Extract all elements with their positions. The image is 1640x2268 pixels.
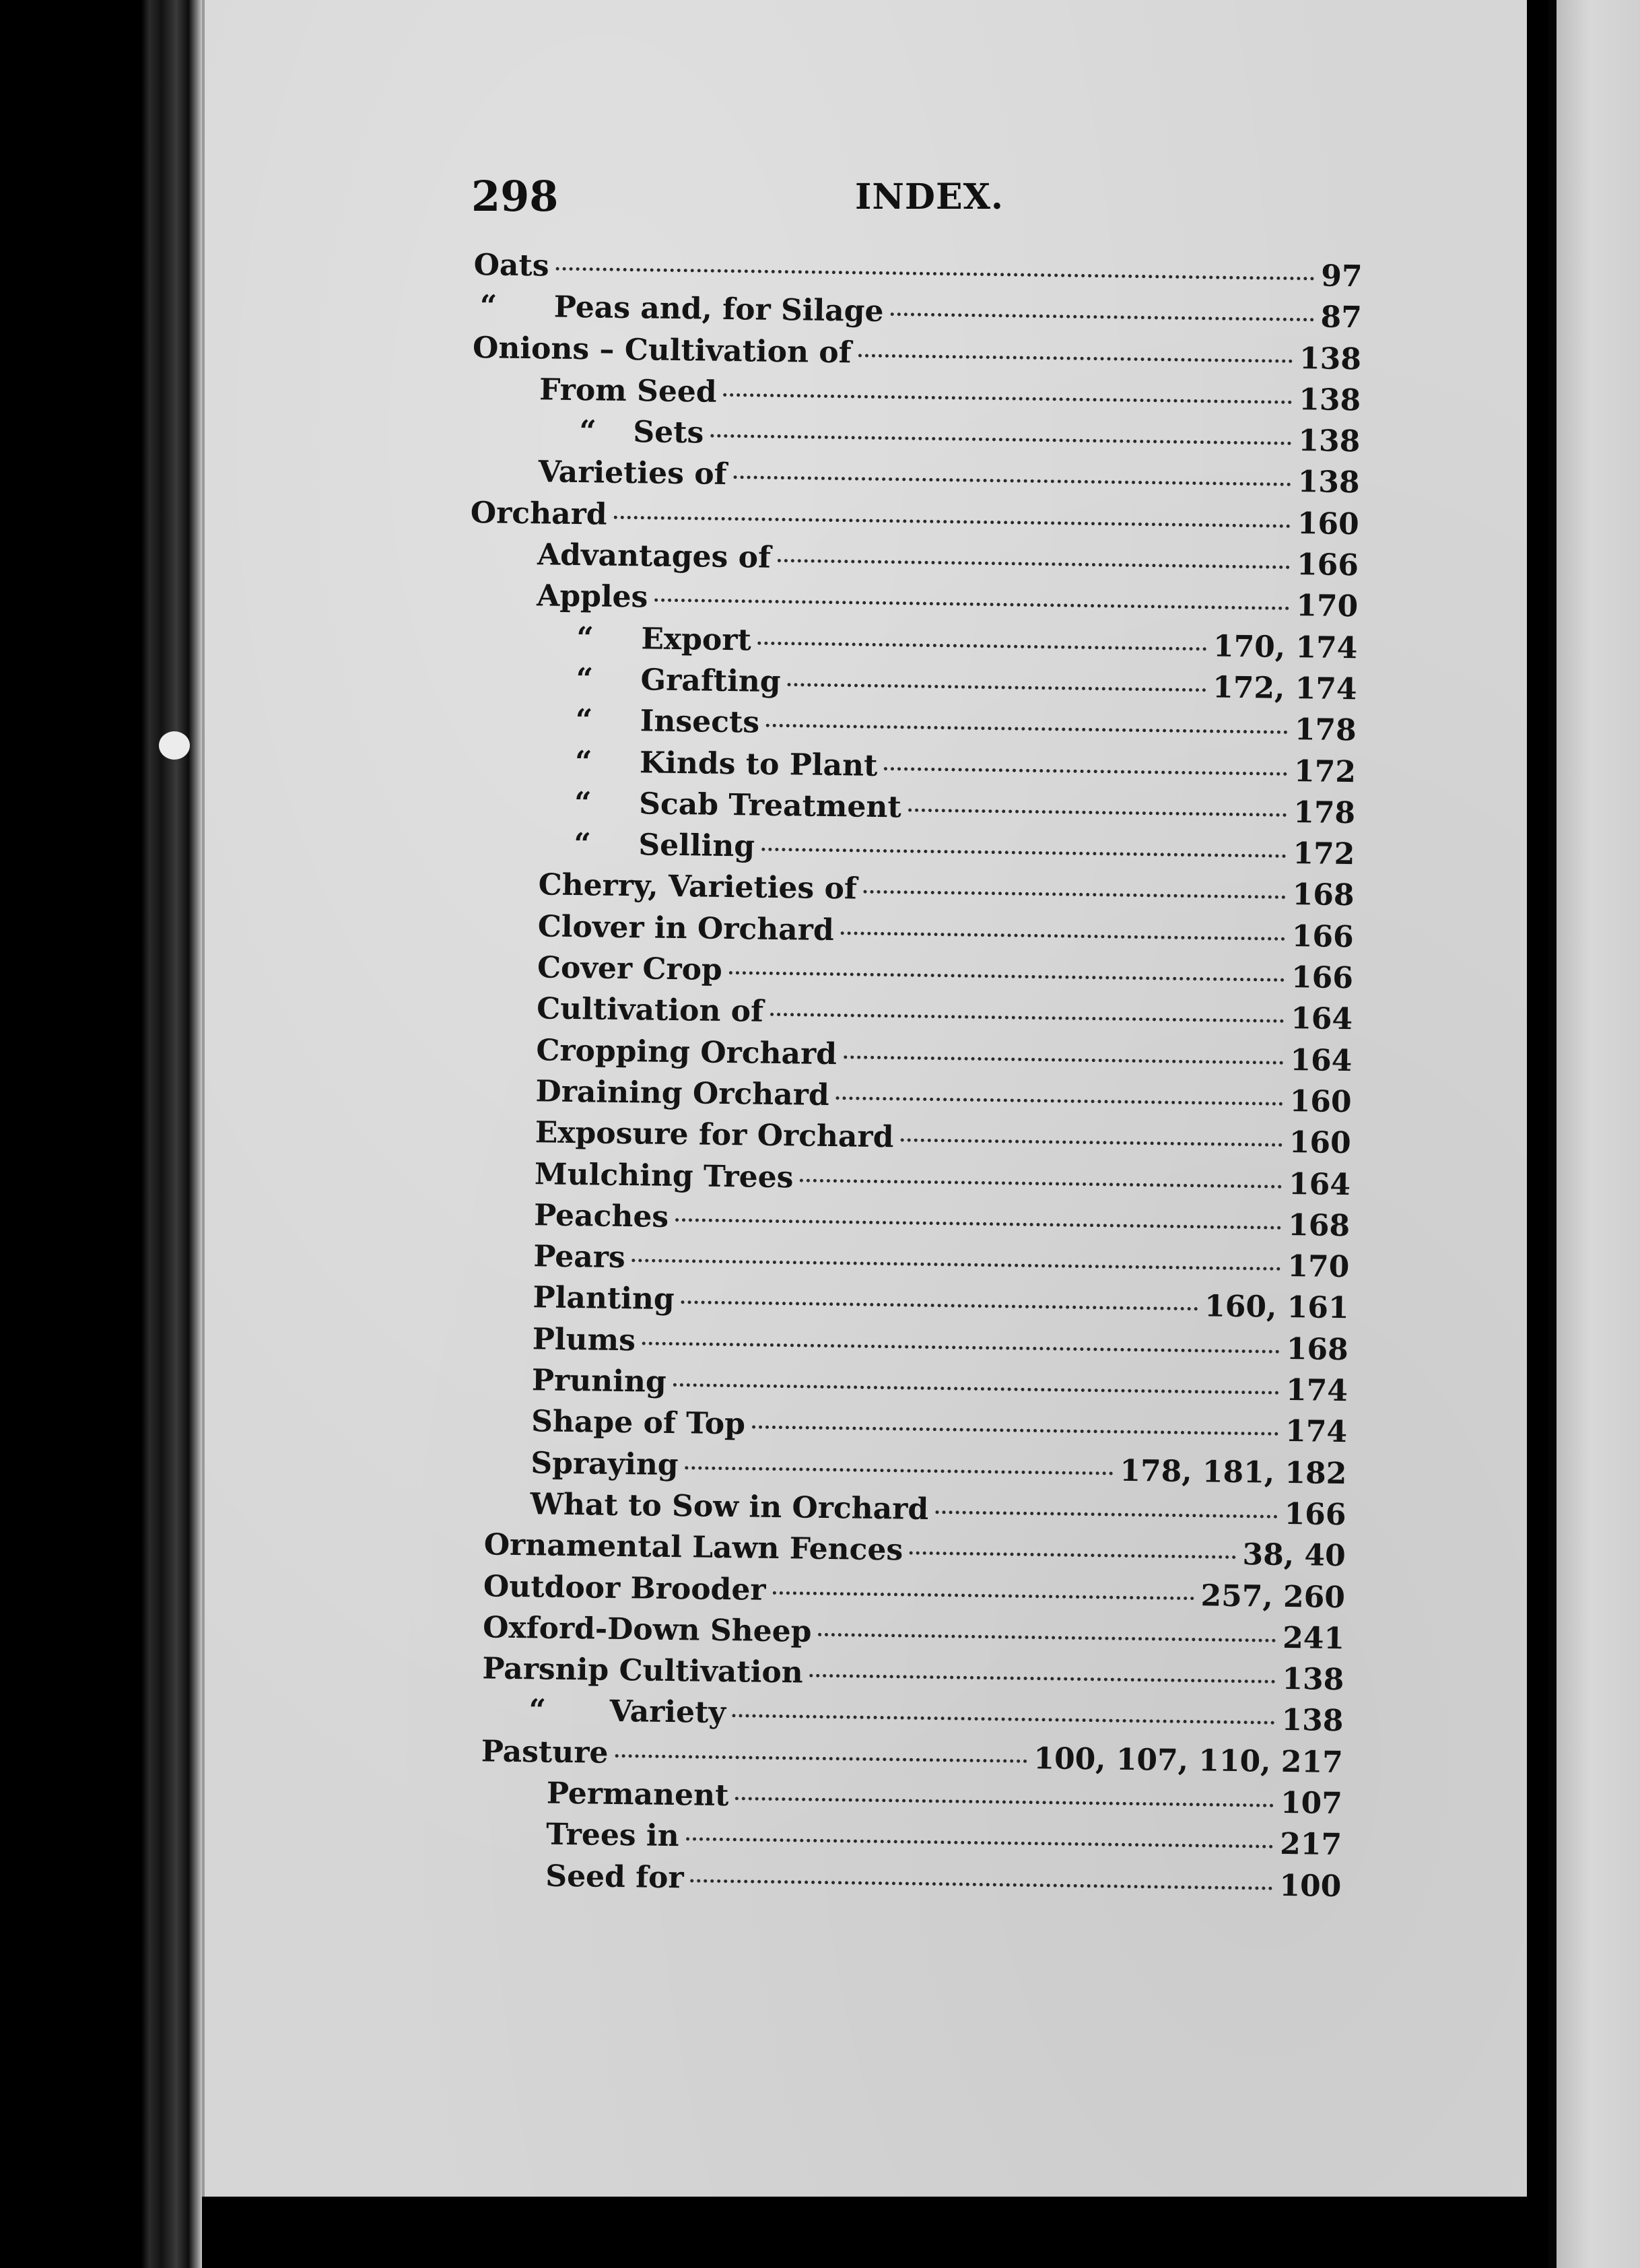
entry-term: Pears xyxy=(533,1239,626,1275)
entry-term: Varieties of xyxy=(538,455,727,492)
entry-pages: 168 xyxy=(1286,1331,1349,1367)
dot-leader xyxy=(800,1178,1282,1188)
dot-leader xyxy=(836,1096,1283,1106)
dot-leader xyxy=(770,1013,1284,1023)
entry-term: Clover in Orchard xyxy=(537,909,835,947)
dot-leader xyxy=(729,971,1285,982)
ditto-mark: “ xyxy=(574,827,592,862)
dot-leader xyxy=(818,1633,1276,1642)
facing-page-edge xyxy=(1557,0,1640,2268)
dot-leader xyxy=(615,1754,1027,1763)
entry-pages: 172 xyxy=(1293,754,1357,789)
dot-leader xyxy=(710,434,1291,445)
dot-leader xyxy=(735,1797,1274,1807)
entry-term: Shape of Top xyxy=(531,1404,746,1442)
dot-leader xyxy=(642,1341,1280,1353)
entry-term: Parsnip Cultivation xyxy=(482,1651,804,1690)
entry-term: Seed for xyxy=(545,1859,684,1895)
entry-term: What to Sow in Orchard xyxy=(530,1487,929,1527)
running-head: INDEX. xyxy=(855,176,1004,218)
entry-pages: 138 xyxy=(1282,1661,1344,1698)
entry-pages: 178, 181, 182 xyxy=(1120,1453,1347,1491)
entry-term: Draining Orchard xyxy=(535,1074,830,1112)
entry-term: Peaches xyxy=(533,1198,669,1234)
entry-term: Peas and, for Silage xyxy=(553,290,884,329)
dot-leader xyxy=(632,1259,1281,1271)
entry-term: Onions – Cultivation of xyxy=(472,330,852,370)
entry-term: Trees in xyxy=(545,1817,679,1854)
ditto-mark: “ xyxy=(479,289,498,324)
dot-leader xyxy=(772,1591,1194,1599)
entry-term: Apples xyxy=(536,578,648,615)
dot-leader xyxy=(556,267,1315,281)
entry-term: Cultivation of xyxy=(536,991,764,1030)
entry-pages: 164 xyxy=(1290,1001,1353,1037)
dot-leader xyxy=(761,848,1286,858)
entry-term: Pasture xyxy=(481,1734,609,1770)
entry-term: Planting xyxy=(533,1280,675,1317)
entry-pages: 178 xyxy=(1293,795,1356,831)
entry-pages: 97 xyxy=(1320,259,1363,294)
entry-pages: 172, 174 xyxy=(1212,670,1357,707)
dot-leader xyxy=(686,1838,1274,1848)
entry-term: Mulching Trees xyxy=(534,1156,794,1195)
entry-pages: 166 xyxy=(1284,1496,1346,1533)
entry-pages: 257, 260 xyxy=(1200,1578,1346,1615)
entry-term: Export xyxy=(641,621,752,658)
entry-pages: 100 xyxy=(1279,1868,1342,1904)
entry-term: Orchard xyxy=(470,495,607,532)
punch-hole xyxy=(159,731,190,760)
entry-term: Exposure for Orchard xyxy=(535,1115,894,1155)
scan-bottom-edge xyxy=(202,2197,1527,2268)
dot-leader xyxy=(613,516,1290,528)
dot-leader xyxy=(675,1218,1281,1230)
entry-term: Advantages of xyxy=(537,537,772,575)
entry-pages: 170, 174 xyxy=(1212,629,1358,665)
dot-leader xyxy=(900,1139,1282,1147)
dot-leader xyxy=(681,1301,1198,1311)
entry-term: Cover Crop xyxy=(537,950,723,987)
dot-leader xyxy=(733,476,1291,487)
dot-leader xyxy=(810,1674,1276,1683)
entry-term: Kinds to Plant xyxy=(639,745,878,783)
entry-pages: 241 xyxy=(1282,1620,1345,1656)
entry-pages: 160 xyxy=(1297,506,1360,542)
entry-pages: 160, 161 xyxy=(1204,1289,1349,1326)
entry-pages: 100, 107, 110, 217 xyxy=(1033,1741,1344,1780)
entry-term: Grafting xyxy=(640,663,781,699)
entry-pages: 166 xyxy=(1291,919,1355,954)
entry-pages: 160 xyxy=(1289,1083,1352,1120)
dot-leader xyxy=(858,354,1293,362)
index-list xyxy=(452,248,1363,1910)
ditto-mark: “ xyxy=(576,620,594,656)
dot-leader xyxy=(758,641,1206,651)
entry-term: Oats xyxy=(473,248,549,284)
entry-pages: 174 xyxy=(1285,1372,1348,1409)
entry-term: Permanent xyxy=(546,1776,729,1813)
page-number: 298 xyxy=(471,172,559,221)
entry-pages: 160 xyxy=(1289,1125,1352,1161)
ditto-mark: “ xyxy=(574,785,592,821)
entry-term: Oxford-Down Sheep xyxy=(482,1610,812,1649)
entry-term: Cherry, Varieties of xyxy=(538,867,858,906)
dot-leader xyxy=(778,559,1290,569)
entry-term: Insects xyxy=(640,704,760,740)
ditto-mark: “ xyxy=(579,414,597,449)
dot-leader xyxy=(691,1879,1273,1890)
dot-leader xyxy=(935,1510,1278,1519)
entry-term: Selling xyxy=(638,828,755,864)
entry-term: Pruning xyxy=(531,1363,667,1399)
ditto-mark: “ xyxy=(575,703,593,738)
entry-term: Variety xyxy=(609,1694,726,1731)
dot-leader xyxy=(910,1552,1235,1559)
entry-pages: 174 xyxy=(1285,1414,1348,1450)
entry-pages: 138 xyxy=(1298,382,1361,418)
entry-term: Cropping Orchard xyxy=(536,1032,838,1071)
dot-leader xyxy=(841,931,1285,941)
entry-term: Ornamental Lawn Fences xyxy=(483,1527,903,1568)
entry-pages: 138 xyxy=(1281,1703,1344,1739)
ditto-mark: “ xyxy=(574,744,592,779)
entry-term: From Seed xyxy=(539,372,717,409)
entry-pages: 138 xyxy=(1297,465,1360,500)
entry-pages: 107 xyxy=(1280,1785,1343,1822)
entry-term: Plums xyxy=(532,1321,636,1358)
ditto-mark: “ xyxy=(528,1693,547,1728)
dot-leader xyxy=(884,767,1287,776)
entry-pages: 168 xyxy=(1292,877,1355,913)
dot-leader xyxy=(732,1714,1275,1725)
entry-pages: 166 xyxy=(1291,960,1354,996)
dot-leader xyxy=(890,312,1313,321)
ditto-mark: “ xyxy=(576,662,594,697)
dot-leader xyxy=(844,1055,1284,1065)
scan-binding-edge xyxy=(0,0,202,2268)
dot-leader xyxy=(724,393,1293,404)
entry-pages: 38, 40 xyxy=(1242,1537,1346,1574)
entry-pages: 138 xyxy=(1299,341,1362,376)
entry-pages: 178 xyxy=(1294,712,1357,748)
entry-pages: 168 xyxy=(1287,1207,1351,1243)
dot-leader xyxy=(908,808,1287,816)
dot-leader xyxy=(766,724,1288,734)
entry-term: Sets xyxy=(633,415,704,451)
dot-leader xyxy=(752,1426,1278,1436)
entry-term: Spraying xyxy=(531,1445,679,1482)
entry-pages: 138 xyxy=(1298,424,1361,459)
entry-pages: 164 xyxy=(1290,1042,1353,1078)
dot-leader xyxy=(864,890,1286,899)
dot-leader xyxy=(788,683,1206,692)
entry-pages: 172 xyxy=(1293,836,1355,872)
entry-pages: 170 xyxy=(1295,589,1359,624)
entry-pages: 164 xyxy=(1288,1166,1351,1202)
entry-pages: 170 xyxy=(1287,1249,1350,1285)
entry-term: Outdoor Brooder xyxy=(483,1568,766,1607)
dot-leader xyxy=(673,1383,1279,1395)
entry-pages: 217 xyxy=(1279,1827,1342,1863)
entry-pages: 87 xyxy=(1320,300,1363,335)
entry-term: Scab Treatment xyxy=(638,787,902,825)
dot-leader xyxy=(685,1466,1114,1475)
entry-pages: 166 xyxy=(1296,547,1359,583)
dot-leader xyxy=(654,599,1289,610)
